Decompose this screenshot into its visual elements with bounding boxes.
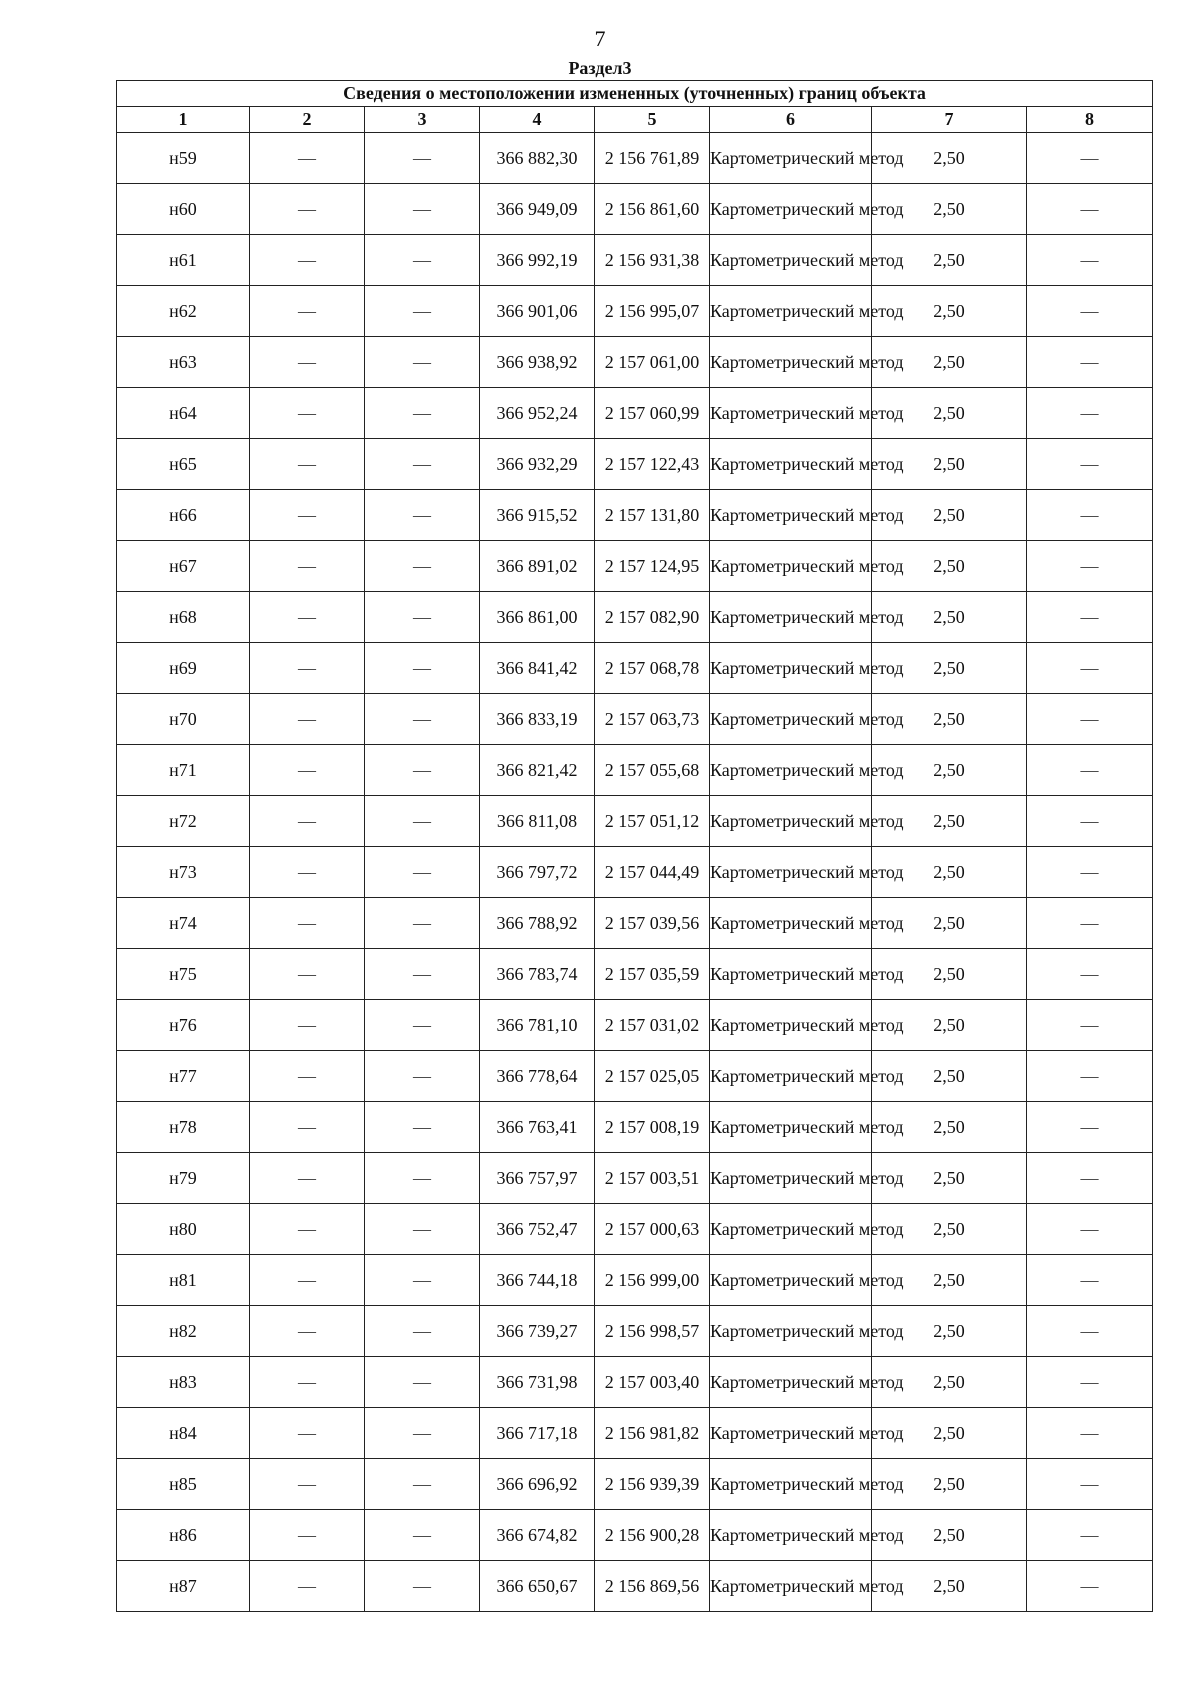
column-3-cell: — <box>365 949 480 1000</box>
column-3-cell: — <box>365 133 480 184</box>
column-3-cell: — <box>365 745 480 796</box>
table-row <box>117 643 1153 694</box>
point-name-cell: н79 <box>117 1153 250 1204</box>
x-coordinate-cell: 366 696,92 <box>480 1459 595 1510</box>
column-2-cell: — <box>250 1357 365 1408</box>
accuracy-cell: 2,50 <box>872 1102 1027 1153</box>
column-number-row <box>117 107 1153 133</box>
column-3-cell: — <box>365 1357 480 1408</box>
column-2-cell: — <box>250 286 365 337</box>
x-coordinate-cell: 366 731,98 <box>480 1357 595 1408</box>
point-name-cell: н84 <box>117 1408 250 1459</box>
column-8-cell: — <box>1027 1255 1153 1306</box>
column-2-cell: — <box>250 541 365 592</box>
column-2-cell: — <box>250 898 365 949</box>
column-number: 2 <box>250 107 365 133</box>
accuracy-cell: 2,50 <box>872 796 1027 847</box>
method-cell: Картометрический метод <box>710 133 872 184</box>
column-3-cell: — <box>365 541 480 592</box>
column-number: 7 <box>872 107 1027 133</box>
accuracy-cell: 2,50 <box>872 1051 1027 1102</box>
point-name-cell: н62 <box>117 286 250 337</box>
column-2-cell: — <box>250 490 365 541</box>
column-number: 5 <box>595 107 710 133</box>
column-8-cell: — <box>1027 1102 1153 1153</box>
accuracy-cell: 2,50 <box>872 694 1027 745</box>
point-name-cell: н72 <box>117 796 250 847</box>
column-2-cell: — <box>250 1153 365 1204</box>
column-3-cell: — <box>365 439 480 490</box>
column-8-cell: — <box>1027 439 1153 490</box>
y-coordinate-cell: 2 156 939,39 <box>595 1459 710 1510</box>
y-coordinate-cell: 2 156 999,00 <box>595 1255 710 1306</box>
table-row <box>117 898 1153 949</box>
point-name-cell: н59 <box>117 133 250 184</box>
column-8-cell: — <box>1027 949 1153 1000</box>
column-2-cell: — <box>250 1255 365 1306</box>
method-cell: Картометрический метод <box>710 490 872 541</box>
column-3-cell: — <box>365 1561 480 1612</box>
column-2-cell: — <box>250 1408 365 1459</box>
x-coordinate-cell: 366 841,42 <box>480 643 595 694</box>
y-coordinate-cell: 2 156 931,38 <box>595 235 710 286</box>
method-cell: Картометрический метод <box>710 1255 872 1306</box>
column-2-cell: — <box>250 949 365 1000</box>
method-cell: Картометрический метод <box>710 592 872 643</box>
x-coordinate-cell: 366 915,52 <box>480 490 595 541</box>
method-cell: Картометрический метод <box>710 1153 872 1204</box>
point-name-cell: н80 <box>117 1204 250 1255</box>
y-coordinate-cell: 2 156 981,82 <box>595 1408 710 1459</box>
column-3-cell: — <box>365 184 480 235</box>
y-coordinate-cell: 2 156 861,60 <box>595 184 710 235</box>
column-8-cell: — <box>1027 184 1153 235</box>
x-coordinate-cell: 366 781,10 <box>480 1000 595 1051</box>
table-row <box>117 1051 1153 1102</box>
x-coordinate-cell: 366 882,30 <box>480 133 595 184</box>
accuracy-cell: 2,50 <box>872 847 1027 898</box>
column-3-cell: — <box>365 1051 480 1102</box>
accuracy-cell: 2,50 <box>872 133 1027 184</box>
table-row <box>117 949 1153 1000</box>
x-coordinate-cell: 366 901,06 <box>480 286 595 337</box>
method-cell: Картометрический метод <box>710 1510 872 1561</box>
column-number: 1 <box>117 107 250 133</box>
point-name-cell: н60 <box>117 184 250 235</box>
x-coordinate-cell: 366 717,18 <box>480 1408 595 1459</box>
column-3-cell: — <box>365 388 480 439</box>
column-2-cell: — <box>250 1204 365 1255</box>
x-coordinate-cell: 366 783,74 <box>480 949 595 1000</box>
method-cell: Картометрический метод <box>710 847 872 898</box>
column-3-cell: — <box>365 847 480 898</box>
y-coordinate-cell: 2 157 124,95 <box>595 541 710 592</box>
column-3-cell: — <box>365 1306 480 1357</box>
accuracy-cell: 2,50 <box>872 439 1027 490</box>
table-row <box>117 1102 1153 1153</box>
x-coordinate-cell: 366 763,41 <box>480 1102 595 1153</box>
method-cell: Картометрический метод <box>710 1051 872 1102</box>
x-coordinate-cell: 366 952,24 <box>480 388 595 439</box>
table-row <box>117 1408 1153 1459</box>
x-coordinate-cell: 366 752,47 <box>480 1204 595 1255</box>
column-8-cell: — <box>1027 745 1153 796</box>
method-cell: Картометрический метод <box>710 286 872 337</box>
point-name-cell: н81 <box>117 1255 250 1306</box>
accuracy-cell: 2,50 <box>872 1306 1027 1357</box>
y-coordinate-cell: 2 157 068,78 <box>595 643 710 694</box>
column-2-cell: — <box>250 1306 365 1357</box>
column-8-cell: — <box>1027 898 1153 949</box>
point-name-cell: н71 <box>117 745 250 796</box>
column-number: 6 <box>710 107 872 133</box>
x-coordinate-cell: 366 938,92 <box>480 337 595 388</box>
column-2-cell: — <box>250 1102 365 1153</box>
method-cell: Картометрический метод <box>710 898 872 949</box>
x-coordinate-cell: 366 932,29 <box>480 439 595 490</box>
column-8-cell: — <box>1027 1306 1153 1357</box>
method-cell: Картометрический метод <box>710 949 872 1000</box>
accuracy-cell: 2,50 <box>872 1510 1027 1561</box>
y-coordinate-cell: 2 156 995,07 <box>595 286 710 337</box>
column-8-cell: — <box>1027 286 1153 337</box>
table-row <box>117 745 1153 796</box>
column-2-cell: — <box>250 745 365 796</box>
x-coordinate-cell: 366 833,19 <box>480 694 595 745</box>
column-3-cell: — <box>365 1102 480 1153</box>
column-3-cell: — <box>365 490 480 541</box>
column-3-cell: — <box>365 1153 480 1204</box>
column-3-cell: — <box>365 235 480 286</box>
accuracy-cell: 2,50 <box>872 1000 1027 1051</box>
y-coordinate-cell: 2 157 122,43 <box>595 439 710 490</box>
x-coordinate-cell: 366 788,92 <box>480 898 595 949</box>
table-row <box>117 337 1153 388</box>
column-2-cell: — <box>250 1459 365 1510</box>
y-coordinate-cell: 2 156 998,57 <box>595 1306 710 1357</box>
x-coordinate-cell: 366 797,72 <box>480 847 595 898</box>
table-row <box>117 796 1153 847</box>
column-8-cell: — <box>1027 1459 1153 1510</box>
column-3-cell: — <box>365 898 480 949</box>
method-cell: Картометрический метод <box>710 184 872 235</box>
table-row <box>117 133 1153 184</box>
method-cell: Картометрический метод <box>710 235 872 286</box>
x-coordinate-cell: 366 650,67 <box>480 1561 595 1612</box>
method-cell: Картометрический метод <box>710 1204 872 1255</box>
accuracy-cell: 2,50 <box>872 490 1027 541</box>
column-8-cell: — <box>1027 1561 1153 1612</box>
point-name-cell: н73 <box>117 847 250 898</box>
x-coordinate-cell: 366 739,27 <box>480 1306 595 1357</box>
accuracy-cell: 2,50 <box>872 1357 1027 1408</box>
column-8-cell: — <box>1027 235 1153 286</box>
section-title: Раздел3 <box>568 58 632 78</box>
table-row <box>117 847 1153 898</box>
point-name-cell: н77 <box>117 1051 250 1102</box>
column-2-cell: — <box>250 1051 365 1102</box>
column-8-cell: — <box>1027 1000 1153 1051</box>
table-body <box>117 133 1153 1612</box>
column-2-cell: — <box>250 1510 365 1561</box>
method-cell: Картометрический метод <box>710 1102 872 1153</box>
x-coordinate-cell: 366 744,18 <box>480 1255 595 1306</box>
column-2-cell: — <box>250 133 365 184</box>
y-coordinate-cell: 2 157 051,12 <box>595 796 710 847</box>
x-coordinate-cell: 366 821,42 <box>480 745 595 796</box>
column-8-cell: — <box>1027 1510 1153 1561</box>
table-row <box>117 694 1153 745</box>
column-3-cell: — <box>365 1408 480 1459</box>
x-coordinate-cell: 366 992,19 <box>480 235 595 286</box>
table-row <box>117 541 1153 592</box>
column-8-cell: — <box>1027 847 1153 898</box>
column-3-cell: — <box>365 643 480 694</box>
table-row <box>117 1357 1153 1408</box>
column-3-cell: — <box>365 1459 480 1510</box>
y-coordinate-cell: 2 157 055,68 <box>595 745 710 796</box>
table-row <box>117 592 1153 643</box>
y-coordinate-cell: 2 157 003,40 <box>595 1357 710 1408</box>
table-row <box>117 184 1153 235</box>
method-cell: Картометрический метод <box>710 694 872 745</box>
column-2-cell: — <box>250 694 365 745</box>
method-cell: Картометрический метод <box>710 1408 872 1459</box>
point-name-cell: н70 <box>117 694 250 745</box>
method-cell: Картометрический метод <box>710 1459 872 1510</box>
x-coordinate-cell: 366 861,00 <box>480 592 595 643</box>
point-name-cell: н83 <box>117 1357 250 1408</box>
table-row <box>117 1255 1153 1306</box>
accuracy-cell: 2,50 <box>872 1255 1027 1306</box>
column-8-cell: — <box>1027 541 1153 592</box>
column-2-cell: — <box>250 847 365 898</box>
point-name-cell: н74 <box>117 898 250 949</box>
column-8-cell: — <box>1027 1357 1153 1408</box>
point-name-cell: н87 <box>117 1561 250 1612</box>
accuracy-cell: 2,50 <box>872 1204 1027 1255</box>
method-cell: Картометрический метод <box>710 1357 872 1408</box>
table-row <box>117 1204 1153 1255</box>
accuracy-cell: 2,50 <box>872 949 1027 1000</box>
column-number: 4 <box>480 107 595 133</box>
method-cell: Картометрический метод <box>710 541 872 592</box>
column-3-cell: — <box>365 1000 480 1051</box>
y-coordinate-cell: 2 157 035,59 <box>595 949 710 1000</box>
method-cell: Картометрический метод <box>710 388 872 439</box>
y-coordinate-cell: 2 157 000,63 <box>595 1204 710 1255</box>
accuracy-cell: 2,50 <box>872 898 1027 949</box>
column-8-cell: — <box>1027 1408 1153 1459</box>
column-3-cell: — <box>365 592 480 643</box>
column-8-cell: — <box>1027 133 1153 184</box>
x-coordinate-cell: 366 949,09 <box>480 184 595 235</box>
method-cell: Картометрический метод <box>710 745 872 796</box>
y-coordinate-cell: 2 157 063,73 <box>595 694 710 745</box>
y-coordinate-cell: 2 157 131,80 <box>595 490 710 541</box>
method-cell: Картометрический метод <box>710 796 872 847</box>
method-cell: Картометрический метод <box>710 337 872 388</box>
column-8-cell: — <box>1027 1051 1153 1102</box>
coordinates-table <box>116 80 1153 1612</box>
accuracy-cell: 2,50 <box>872 592 1027 643</box>
column-3-cell: — <box>365 796 480 847</box>
method-cell: Картометрический метод <box>710 1306 872 1357</box>
y-coordinate-cell: 2 157 060,99 <box>595 388 710 439</box>
method-cell: Картометрический метод <box>710 1561 872 1612</box>
column-8-cell: — <box>1027 1204 1153 1255</box>
column-2-cell: — <box>250 235 365 286</box>
column-8-cell: — <box>1027 337 1153 388</box>
column-8-cell: — <box>1027 592 1153 643</box>
table-row <box>117 1000 1153 1051</box>
point-name-cell: н82 <box>117 1306 250 1357</box>
column-2-cell: — <box>250 643 365 694</box>
point-name-cell: н67 <box>117 541 250 592</box>
accuracy-cell: 2,50 <box>872 1561 1027 1612</box>
y-coordinate-cell: 2 157 082,90 <box>595 592 710 643</box>
x-coordinate-cell: 366 891,02 <box>480 541 595 592</box>
point-name-cell: н76 <box>117 1000 250 1051</box>
y-coordinate-cell: 2 157 025,05 <box>595 1051 710 1102</box>
y-coordinate-cell: 2 157 003,51 <box>595 1153 710 1204</box>
page-number: 7 <box>594 26 606 51</box>
y-coordinate-cell: 2 156 869,56 <box>595 1561 710 1612</box>
x-coordinate-cell: 366 778,64 <box>480 1051 595 1102</box>
accuracy-cell: 2,50 <box>872 1408 1027 1459</box>
y-coordinate-cell: 2 157 008,19 <box>595 1102 710 1153</box>
point-name-cell: н68 <box>117 592 250 643</box>
accuracy-cell: 2,50 <box>872 1153 1027 1204</box>
point-name-cell: н78 <box>117 1102 250 1153</box>
accuracy-cell: 2,50 <box>872 1459 1027 1510</box>
table-row <box>117 1153 1153 1204</box>
accuracy-cell: 2,50 <box>872 286 1027 337</box>
table-row <box>117 1561 1153 1612</box>
table-title-row <box>117 81 1153 107</box>
x-coordinate-cell: 366 674,82 <box>480 1510 595 1561</box>
table-row <box>117 1459 1153 1510</box>
y-coordinate-cell: 2 156 761,89 <box>595 133 710 184</box>
y-coordinate-cell: 2 156 900,28 <box>595 1510 710 1561</box>
table-row <box>117 439 1153 490</box>
x-coordinate-cell: 366 811,08 <box>480 796 595 847</box>
point-name-cell: н63 <box>117 337 250 388</box>
column-8-cell: — <box>1027 643 1153 694</box>
x-coordinate-cell: 366 757,97 <box>480 1153 595 1204</box>
accuracy-cell: 2,50 <box>872 388 1027 439</box>
accuracy-cell: 2,50 <box>872 337 1027 388</box>
column-3-cell: — <box>365 286 480 337</box>
y-coordinate-cell: 2 157 031,02 <box>595 1000 710 1051</box>
table-title: Сведения о местоположении измененных (уточненных) границ объекта <box>117 81 1153 107</box>
column-2-cell: — <box>250 1000 365 1051</box>
table-row <box>117 1306 1153 1357</box>
column-3-cell: — <box>365 694 480 745</box>
point-name-cell: н86 <box>117 1510 250 1561</box>
y-coordinate-cell: 2 157 044,49 <box>595 847 710 898</box>
accuracy-cell: 2,50 <box>872 541 1027 592</box>
column-2-cell: — <box>250 388 365 439</box>
table-row <box>117 235 1153 286</box>
column-8-cell: — <box>1027 796 1153 847</box>
column-number: 8 <box>1027 107 1153 133</box>
accuracy-cell: 2,50 <box>872 745 1027 796</box>
table-row <box>117 490 1153 541</box>
point-name-cell: н65 <box>117 439 250 490</box>
column-2-cell: — <box>250 184 365 235</box>
accuracy-cell: 2,50 <box>872 235 1027 286</box>
y-coordinate-cell: 2 157 061,00 <box>595 337 710 388</box>
column-number: 3 <box>365 107 480 133</box>
column-2-cell: — <box>250 337 365 388</box>
column-8-cell: — <box>1027 694 1153 745</box>
table-row <box>117 388 1153 439</box>
column-2-cell: — <box>250 796 365 847</box>
column-2-cell: — <box>250 439 365 490</box>
column-8-cell: — <box>1027 490 1153 541</box>
point-name-cell: н85 <box>117 1459 250 1510</box>
point-name-cell: н69 <box>117 643 250 694</box>
method-cell: Картометрический метод <box>710 1000 872 1051</box>
column-3-cell: — <box>365 1204 480 1255</box>
column-3-cell: — <box>365 337 480 388</box>
table-row <box>117 1510 1153 1561</box>
accuracy-cell: 2,50 <box>872 184 1027 235</box>
column-3-cell: — <box>365 1255 480 1306</box>
method-cell: Картометрический метод <box>710 643 872 694</box>
accuracy-cell: 2,50 <box>872 643 1027 694</box>
y-coordinate-cell: 2 157 039,56 <box>595 898 710 949</box>
column-2-cell: — <box>250 592 365 643</box>
method-cell: Картометрический метод <box>710 439 872 490</box>
column-3-cell: — <box>365 1510 480 1561</box>
point-name-cell: н64 <box>117 388 250 439</box>
column-2-cell: — <box>250 1561 365 1612</box>
table-row <box>117 286 1153 337</box>
point-name-cell: н75 <box>117 949 250 1000</box>
point-name-cell: н66 <box>117 490 250 541</box>
point-name-cell: н61 <box>117 235 250 286</box>
column-8-cell: — <box>1027 388 1153 439</box>
column-8-cell: — <box>1027 1153 1153 1204</box>
